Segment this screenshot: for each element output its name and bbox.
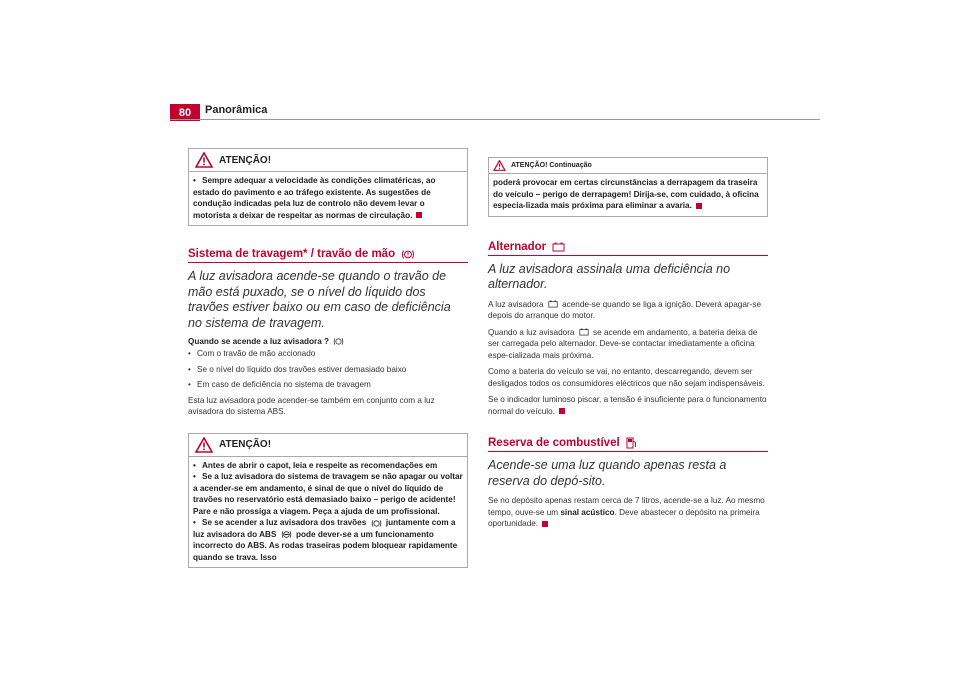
left-column (188, 148, 468, 568)
header-rule (170, 119, 820, 120)
paragraph: Como a bateria do veículo se vai, no entanto, descarregando, devem ser desligados todos os consumidores eléctricos que não sejam indispensáveis. (488, 367, 765, 388)
page-number: 80 (170, 104, 200, 121)
warning-header (189, 434, 467, 457)
page-header-title: Panorâmica (205, 104, 268, 116)
list-item: • Com o travão de mão accionado (188, 349, 316, 359)
warning-title: ATENÇÃO! (219, 439, 272, 451)
warning-header (489, 158, 767, 174)
warning-box (188, 148, 468, 226)
section-title: Alternador (488, 241, 768, 256)
warning-triangle-icon (195, 152, 213, 168)
warning-body: poderá provocar em certas circunstâncias a derrapagem da traseira do veículo – perigo de derrapagem! Dirija-se, com cuidado, à oficina especia-lizada mais próxima para eliminar a avaria. (493, 178, 759, 210)
warning-item: • Sempre adequar a velocidade às condições climatéricas, ao estado do pavimento e ao tráfego existente. As sugestões de condução indicadas pela luz de controlo não devem levar o motorista a deixar de respeitar as normas de circulação. (193, 176, 436, 220)
sub-heading: Quando se acende a luz avisadora ? (188, 337, 468, 346)
warning-continuation-box (488, 157, 768, 217)
battery-icon (548, 300, 558, 308)
end-of-section-mark (542, 521, 548, 527)
paragraph: Quando a luz avisadora se acende em andamento, a bateria deixa de ser carregada pelo alternador. Deve-se contactar imediatamente a oficina espe-cializada mais próxima. (488, 327, 758, 360)
right-column (488, 157, 768, 535)
section-intro: A luz avisadora assinala uma deficiência no alternador. (488, 261, 731, 291)
warning-item: • Antes de abrir o capot, leia e respeite as recomendações em (193, 460, 438, 470)
battery-icon (579, 328, 589, 336)
end-of-section-mark (416, 212, 422, 218)
paragraph: Se no depósito apenas restam cerca de 7 litros, acende-se a luz. Ao mesmo tempo, ouve-se um sinal acústico. Deve abastecer o depósito na primeira oportunidade. (488, 496, 765, 528)
paragraph: Esta luz avisadora pode acender-se também em conjunto com a luz avisadora do sistema ABS. (188, 395, 435, 417)
end-of-section-mark (696, 203, 702, 209)
warning-body (189, 457, 467, 568)
warning-triangle-icon (493, 160, 506, 171)
section-title: Reserva de combustível (488, 436, 768, 452)
warning-body (189, 172, 467, 225)
list-item: • Em caso de deficiência no sistema de travagem (188, 380, 371, 390)
section-title: Sistema de travagem* / travão de mão (188, 248, 468, 263)
warning-triangle-icon (195, 437, 213, 453)
paragraph: Se o indicador luminoso piscar, a tensão é insuficiente para o funcionamento normal do veículo. (488, 395, 767, 416)
brake-warning-icon (333, 337, 344, 346)
warning-box (188, 433, 468, 569)
warning-title: ATENÇÃO! Continuação (511, 162, 592, 169)
warning-title: ATENÇÃO! (219, 154, 272, 166)
warning-item: • Se a luz avisadora do sistema de travagem se não apagar ou voltar a acender-se em andamento, é sinal de que o nível do líquido de travões no reservatório está demasiado baixo – perigo de acidente! Pare e não prossiga a viagem. Peça a ajuda de um profissional. (193, 472, 463, 516)
battery-icon (552, 242, 565, 252)
warning-header (189, 149, 467, 172)
brake-warning-icon (371, 519, 382, 528)
paragraph: A luz avisadora acende-se quando se liga a ignição. Deverá apagar-se depois do arranque do motor. (488, 299, 762, 320)
warning-item: • Se se acender a luz avisadora dos travões juntamente com a luz avisadora do ABS pode dever-se a um funcionamento incorrecto do ABS. As rodas traseiras podem bloquear rapidamente quando se trava. Isso (193, 518, 458, 562)
list-item: • Se o nível do líquido dos travões estiver demasiado baixo (188, 364, 407, 374)
brake-warning-icon (401, 249, 415, 260)
end-of-section-mark (559, 408, 565, 414)
section-intro: A luz avisadora acende-se quando o travão de mão está puxado, se o nível do líquido dos travões estiver baixo ou em caso de deficiência no sistema de travagem. (188, 269, 451, 330)
abs-warning-icon (281, 530, 292, 539)
section-intro: Acende-se uma luz quando apenas resta a reserva do depó-sito. (488, 458, 727, 488)
fuel-pump-icon (626, 436, 637, 449)
